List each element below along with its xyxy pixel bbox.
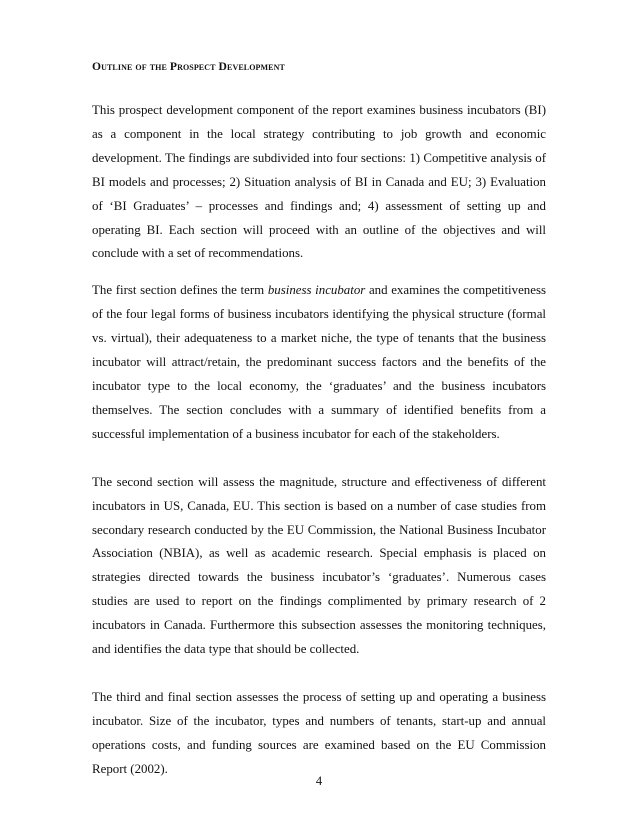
- paragraph-third-section: The third and final section assesses the process of setting up and operating a business incubator. Size of the incubator, types and numbers of tenants, start-up and annual operations costs, and funding sources are examined based on the EU Commission Report (2002).: [92, 689, 546, 776]
- business-incubator-term: business incubator: [267, 283, 366, 298]
- paragraph-first-section-lead: The first section defines the term: [92, 283, 268, 298]
- page-content: [92, 60, 546, 782]
- section-heading: Outline of the Prospect Development: [92, 60, 285, 73]
- page-number: 4: [315, 774, 323, 788]
- paragraph-overview: This prospect development component of the report examines business incubators (BI) as a component in the local strategy contributing to job growth and economic development. The findings are subdivided into four sections: 1) Competitive analysis of BI models and processes; 2) Situation analysis of BI in Canada and EU; 3) Evaluation of ‘BI Graduates’ – processes and findings and; 4) assessment of setting up and operating BI. Each section will proceed with an outline of the objectives and will conclude with a set of recommendations.: [92, 103, 546, 261]
- paragraph-first-section: [92, 279, 546, 446]
- paragraph-second-section: The second section will assess the magnitude, structure and effectiveness of different incubators in US, Canada, EU. This section is based on a number of case studies from secondary research conducted by the EU Commission, the National Business Incubator Association (NBIA), as well as academic research. Special emphasis is placed on strategies directed towards the business incubator’s ‘graduates’. Numerous cases studies are used to report on the findings complimented by primary research of 2 incubators in Canada. Furthermore this subsection assesses the monitoring techniques, and identifies the data type that should be collected.: [92, 474, 546, 657]
- paragraph-first-section-rest: and examines the competitiveness of the four legal forms of business incubators identifying the physical structure (formal vs. virtual), their adequateness to a market niche, the type of tenants that the business incubator will attract/retain, the predominant success factors and the benefits of the incubator type to the local economy, the ‘graduates’ and the business incubators themselves. The section concludes with a summary of identified benefits from a successful implementation of a business incubator for each of the stakeholders.: [92, 283, 546, 441]
